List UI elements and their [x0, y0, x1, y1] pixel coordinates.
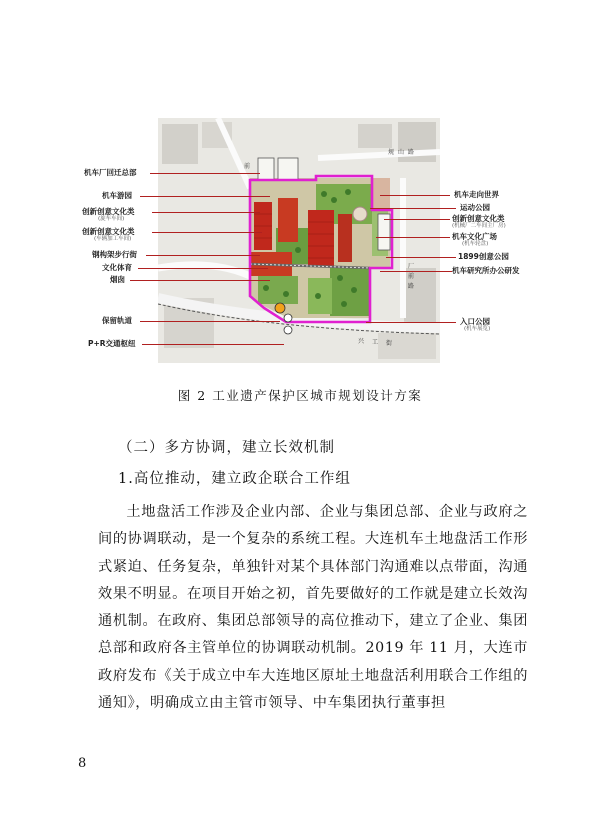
label-factory-hq: 机车厂回迁总部 [84, 168, 137, 177]
leader-line [140, 321, 280, 322]
label-culture-square-sub: (机车轮盘) [462, 241, 489, 247]
label-chimney: 烟囱 [110, 275, 125, 284]
road-label: 兴 [358, 338, 365, 345]
figure-caption: 图 2 工业遗产保护区城市规划设计方案 [177, 388, 423, 403]
leader-line [150, 173, 260, 174]
road-label: 山 [398, 149, 405, 156]
label-steel-street: 钢构架步行街 [92, 250, 137, 259]
leader-line [366, 322, 456, 323]
subsection-heading: 1.高位推动，建立政企联合工作组 [118, 471, 351, 487]
body-paragraph [98, 499, 528, 717]
label-pr-hub: P+R交通枢纽 [88, 339, 136, 348]
road-label: 规 [388, 149, 395, 156]
label-research-office: 机车研究所办公研发 [452, 266, 520, 275]
leader-line [140, 196, 270, 197]
label-creative-culture-1: 创新创意文化类 [82, 207, 135, 216]
label-culture-square: 机车文化广场 [452, 232, 497, 241]
label-preserved-track: 保留轨道 [102, 316, 132, 325]
leader-line [146, 255, 260, 256]
leader-line [386, 257, 456, 258]
label-creative-culture-3-sub: (机械厂二车间主厂房) [452, 223, 506, 229]
leader-line [380, 195, 450, 196]
leader-line [380, 271, 452, 272]
road-label: 前 [244, 163, 251, 170]
label-creative-culture-2-sub: (车辆加工车间) [94, 236, 132, 242]
label-creative-culture-2: 创新创意文化类 [82, 227, 135, 236]
leader-line [384, 219, 450, 220]
label-1899-park: 1899创意公园 [458, 252, 509, 261]
label-locomotive-park: 机车游园 [102, 191, 132, 200]
label-sports-park: 运动公园 [460, 203, 490, 212]
label-entrance-park-sub: (机车展览) [464, 326, 491, 332]
site-plan-map [158, 118, 440, 363]
label-creative-culture-3: 创新创意文化类 [452, 214, 505, 223]
label-go-global: 机车走向世界 [454, 190, 499, 199]
road-label: 路 [408, 283, 415, 290]
road-label: 街 [386, 340, 393, 347]
label-creative-culture-1-sub: (旋车车间) [98, 216, 125, 222]
leader-line [142, 344, 284, 345]
leader-line [138, 268, 268, 269]
section-heading: （二）多方协调，建立长效机制 [118, 440, 335, 456]
leader-line [130, 280, 270, 281]
road-label: 厂 [408, 263, 415, 270]
leader-line [152, 212, 260, 213]
page-number: 8 [78, 756, 87, 771]
leader-line [152, 232, 262, 233]
road-label: 路 [408, 149, 415, 156]
road-label: 工 [372, 339, 379, 346]
label-entrance-park: 入口公园 [460, 317, 490, 326]
leader-line [370, 208, 456, 209]
label-culture-sport: 文化体育 [102, 263, 132, 272]
paragraph-text: 土地盘活工作涉及企业内部、企业与集团总部、企业与政府之间的协调联动，是一个复杂的系统工程。大连机车土地盘活工作形式紧迫、任务复杂，单独针对某个具体部门沟通难以点带面，沟通效果不明显。在项目开始之初，首先要做好的工作就是建立长效沟通机制。在政府、集团总部领导的高位推动下，建立了企业、集团总部和政府各主管单位的协调联动机制。2019 年 11 月，大连市政府发布《关于成立中车大连地区原址土地盘活利用联合工作组的通知》，明确成立由主管市领导、中车集团执行董事担 [98, 504, 528, 712]
leader-line [376, 237, 450, 238]
road-label: 前 [408, 273, 415, 280]
planning-figure [80, 118, 525, 363]
